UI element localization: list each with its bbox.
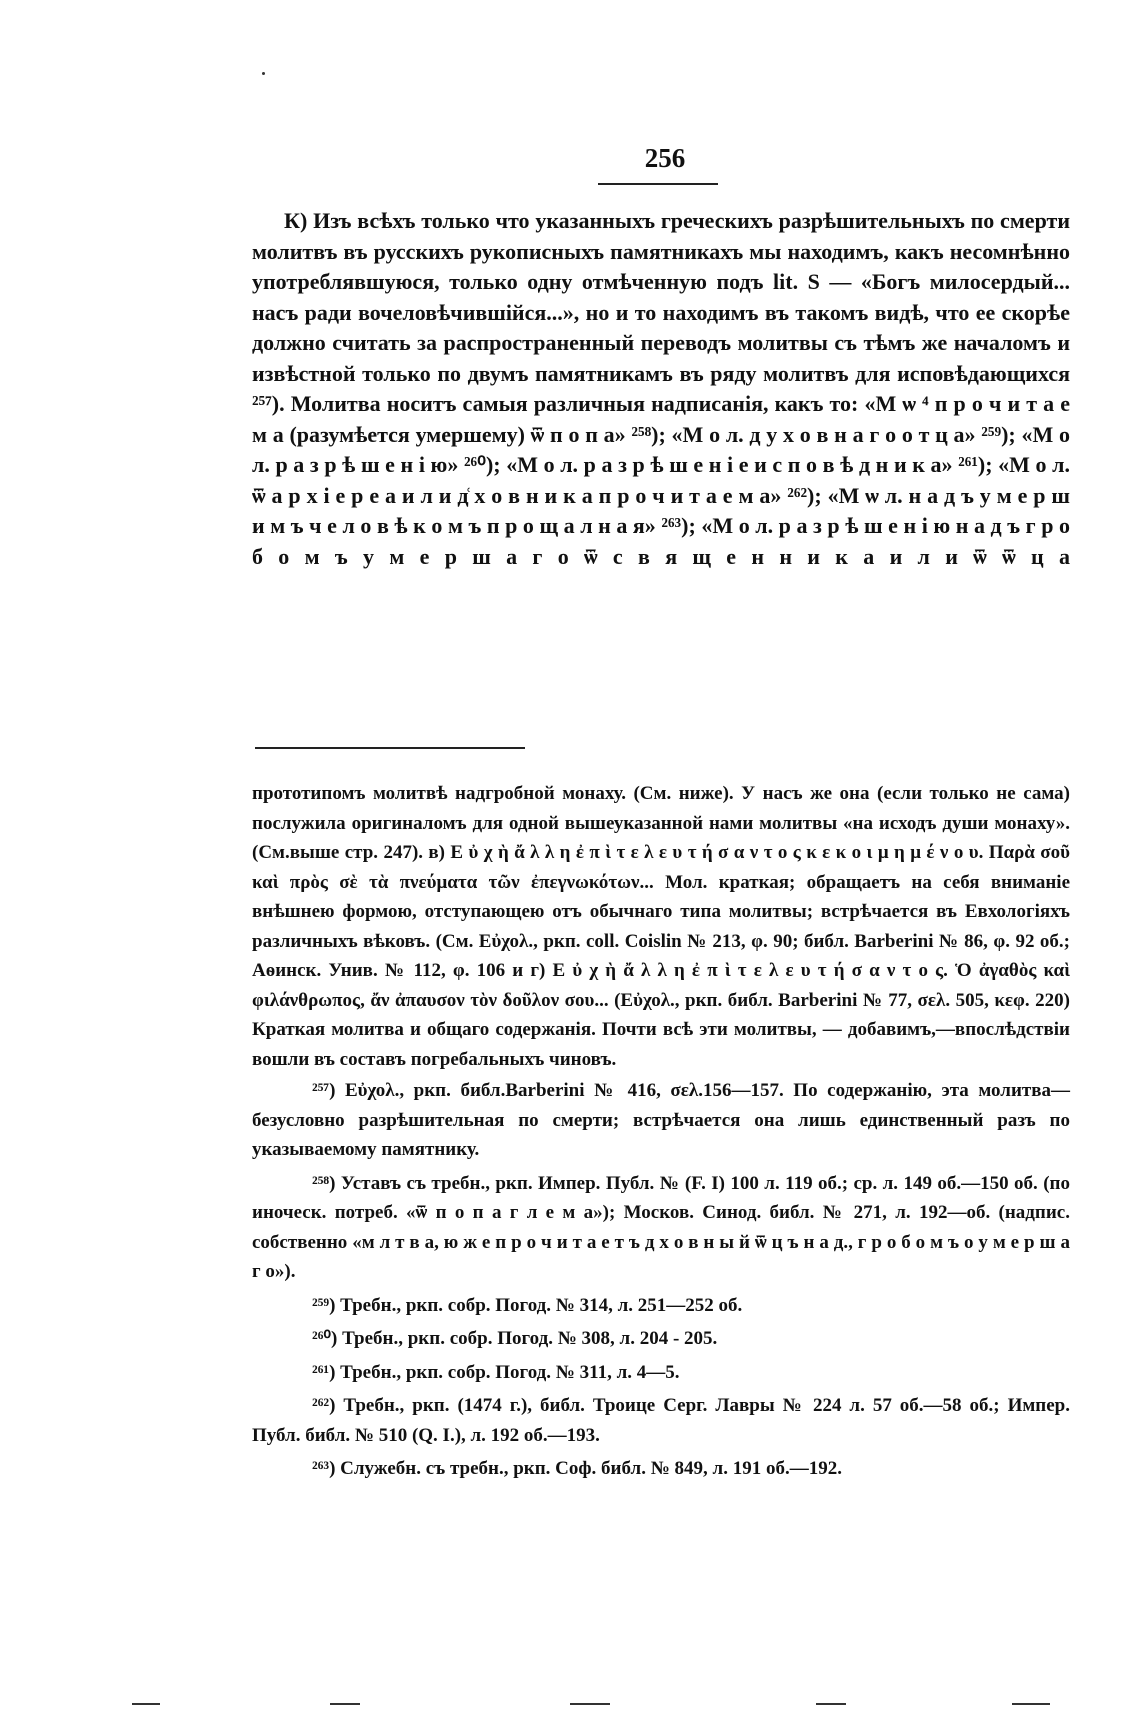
footnote-263: ²⁶³) Служебн. съ требн., ркп. Соф. библ. № 849, л. 191 об.—192.: [312, 1458, 842, 1479]
footnote-259: ²⁵⁹) Требн., ркп. собр. Погод. № 314, л. 251—252 об.: [312, 1294, 743, 1316]
footnote-257: ²⁵⁷) Εὐχολ., ркп. библ.Barberini № 416, σελ.156—157. По содержанію, эта молитва—безусловно разрѣшительная по смерти; встрѣчается она лишь единственный разъ по указываемому памятнику.: [252, 1080, 1070, 1160]
footnote-continuation: прототипомъ молитвѣ надгробной монаху. (См. ниже). У насъ же она (если только не сама) послужила оригиналомъ для одной вышеуказанной нами молитвы «на исходъ души монаху».(См.выше стр. 247). в) Ε ὐ χ ὴ ἄ λ λ η ἐ π ὶ τ ε λ ε υ τ ή σ α ν τ ο ς κ ε κ ο ι μ η μ έ ν ο υ. Παρὰ σοῦ καὶ πρὸς σὲ τὰ πνεύματα τῶν ἐπεγνωκότων... Мол. краткая; обращаетъ на себя вниманіе внѣшнею формою, отступающею отъ обычнаго типа молитвы; встрѣчается въ Евхологіяхъ различныхъ вѣковъ. (См. Εὐχολ., ркп. coll. Coislin № 213, φ. 90; библ. Barberini № 86, φ. 92 об.; Аѳинск. Унив. № 112, φ. 106 и г) Ε ὐ χ ὴ ἄ λ λ η ἐ π ὶ τ ε λ ε υ τ ή σ α ν τ ο ς. Ὁ ἀγαθὸς καὶ φιλάνθρωπος, ἄν ἀπαυσον τὸν δοῦλον σου... (Εὐχολ., ркп. библ. Barberini № 77, σελ. 505, κεφ. 220) Краткая молитва и общаго содержанія. Почти всѣ эти молитвы, — добавимъ,—впослѣдствіи вошли въ составъ погребальныхъ чиновъ.: [252, 783, 1070, 1070]
main-text-block: [252, 206, 1070, 572]
scan-edge-mark: [816, 1703, 846, 1705]
scan-edge-mark: [132, 1703, 160, 1705]
footnote-258: ²⁵⁸) Уставъ съ требн., ркп. Импер. Публ. № (F. I) 100 л. 119 об.; ср. л. 149 об.—150 об. (по иноческ. потреб. «ѿ п о п а г л е м а»); Москов. Синод. библ. № 271, л. 192—об. (надпис. собственно «м л т в а, ю ж е п р о ч и т а е т ъ д х о в н ы й ѿ ц ъ н а д., г р о б о м ъ о у м е р ш а г о»).: [252, 1172, 1070, 1282]
print-speck: [262, 72, 265, 75]
footnotes-block: [252, 779, 1070, 1488]
scan-edge-mark: [330, 1703, 360, 1705]
scan-edge-mark: [1012, 1703, 1050, 1705]
footnote-260: ²⁶⁰) Требн., ркп. собр. Погод. № 308, л. 204 - 205.: [312, 1328, 718, 1349]
main-paragraph: К) Изъ всѣхъ только что указанныхъ греческихъ разрѣшительныхъ по смерти молитвъ въ русскихъ рукописныхъ памятникахъ мы находимъ, какъ несомнѣнно употреблявшуюся, только одну отмѣченную подъ lit. S — «Богъ милосердый... насъ ради вочеловѣчившійся...», но и то находимъ въ такомъ видѣ, что ее скорѣе должно считать за распространенный переводъ молитвы съ тѣмъ же началомъ и извѣстной только по двумъ памятникамъ въ ряду молитвъ для исповѣдающихся ²⁵⁷). Молитва носитъ самыя различныя надписанія, какъ то: «М ѡ ⁴ п р о ч и т а е м а (разумѣется умершему) ѿ п о п а» ²⁵⁸); «М о л. д у х о в н а г о о т ц а» ²⁵⁹); «М о л. р а з р ѣ ш е н і ю» ²⁶⁰); «М о л. р а з р ѣ ш е н і е и с п о в ѣ д н и к а» ²⁶¹); «М о л. ѿ а р х і е р е а и л и д͑ х о в н и к а п р о ч и т а е м а» ²⁶²); «М ѡ л. н а д ъ у м е р ш и м ъ ч е л о в ѣ к о м ъ п р о щ а л н а я» ²⁶³); «М о л. р а з р ѣ ш е н і ю н а д ъ г р о б о м ъ у м е р ш а г о ѿ с в я щ е н н и к а и л и ѿ ѿ ц а: [252, 208, 1070, 569]
page-number: 256: [644, 143, 686, 173]
footnote-262: ²⁶²) Требн., ркп. (1474 г.), библ. Троице Серг. Лавры № 224 л. 57 об.—58 об.; Импер. Публ. библ. № 510 (Q. I.), л. 192 об.—193.: [252, 1395, 1070, 1446]
scan-edge-mark: [570, 1703, 610, 1705]
footnote-261: ²⁶¹) Требн., ркп. собр. Погод. № 311, л. 4—5.: [312, 1361, 680, 1383]
page-number-rule: [598, 183, 718, 185]
footnote-separator: [255, 747, 525, 749]
